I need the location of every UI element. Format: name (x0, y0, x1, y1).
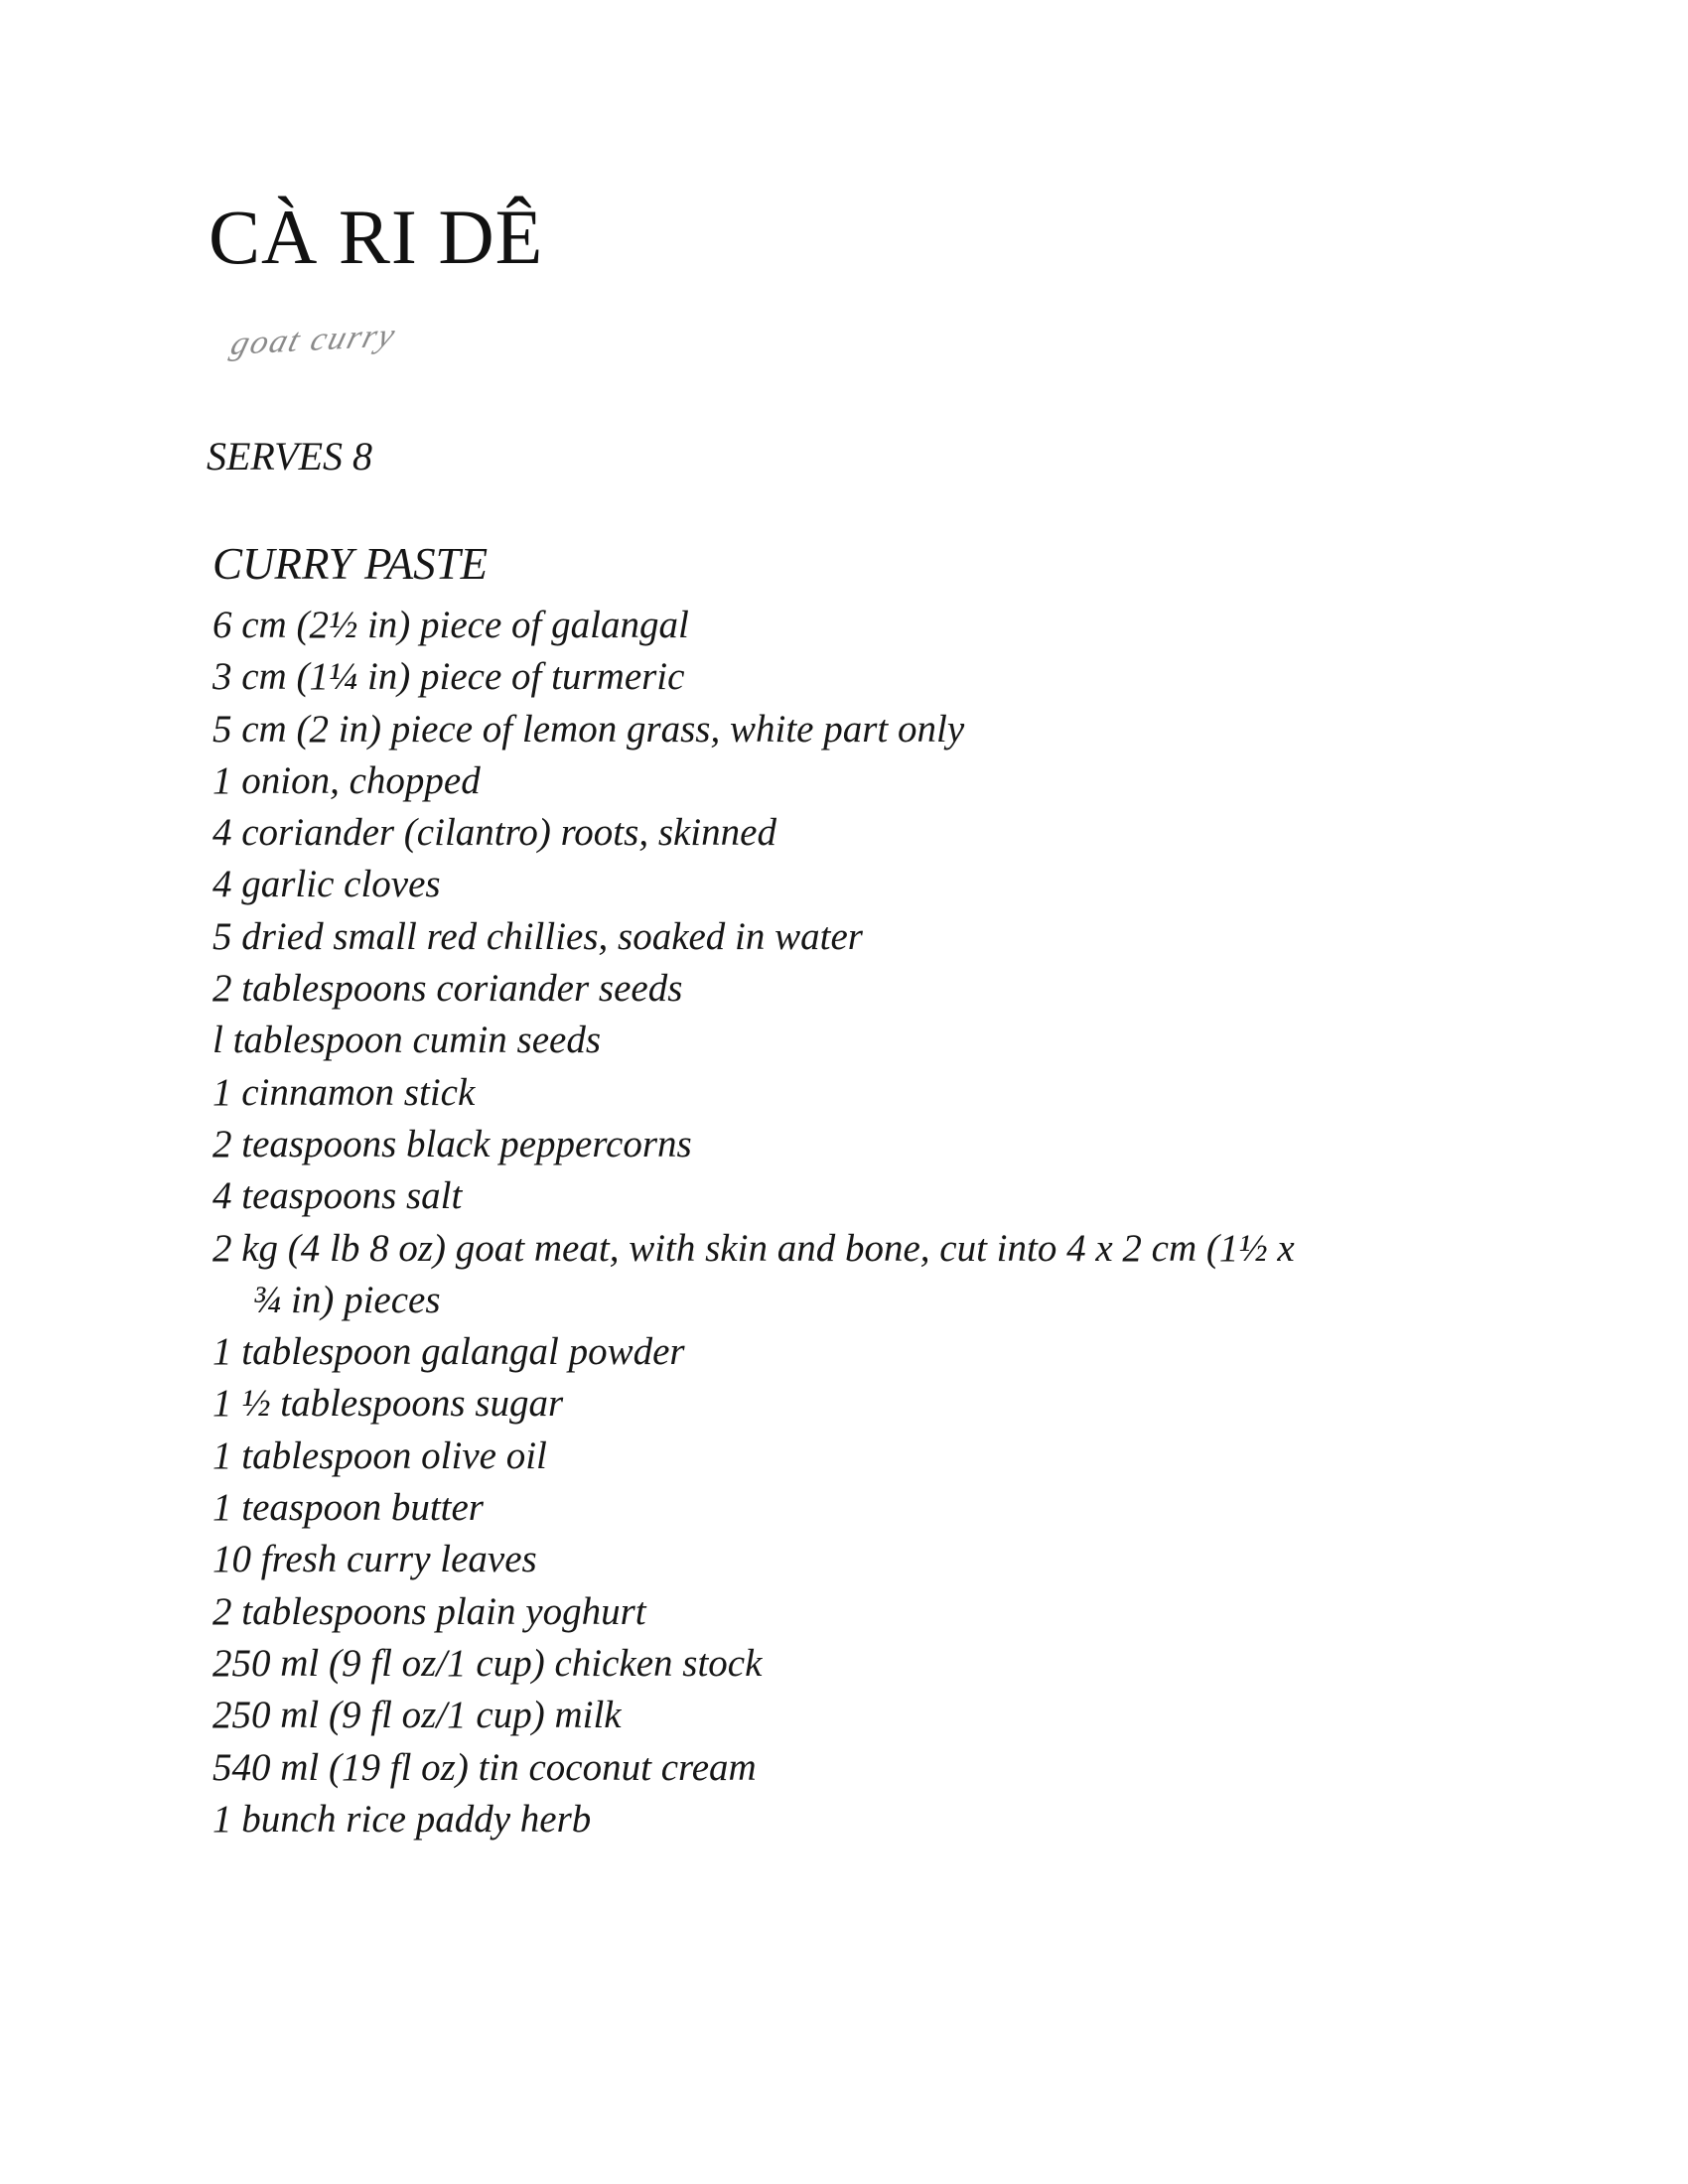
ingredient-item: 1 cinnamon stick (212, 1070, 476, 1114)
ingredient-list (212, 600, 1543, 1845)
ingredient-item: l tablespoon cumin seeds (212, 1019, 602, 1062)
ingredient-item: 2 teaspoons black peppercorns (212, 1122, 692, 1165)
ingredient-item: 1 tablespoon olive oil (212, 1433, 547, 1477)
ingredient-item: 4 coriander (cilantro) roots, skinned (212, 811, 776, 855)
ingredient-item: 1 onion, chopped (212, 758, 481, 802)
recipe-title: CÀ RI DÊ (209, 194, 544, 280)
ingredient-item: 1 tablespoon galangal powder (212, 1330, 685, 1374)
recipe-subtitle-script: goat curry (226, 317, 401, 362)
ingredient-item: 250 ml (9 fl oz/1 cup) chicken stock (212, 1641, 763, 1685)
ingredient-item: 4 garlic cloves (212, 863, 441, 906)
ingredient-item: 3 cm (1¼ in) piece of turmeric (212, 655, 685, 699)
ingredient-item: 6 cm (2½ in) piece of galangal (212, 604, 689, 646)
ingredient-item: 2 tablespoons coriander seeds (212, 967, 683, 1011)
ingredient-item: 540 ml (19 fl oz) tin coconut cream (212, 1745, 757, 1789)
ingredient-item: 1 ½ tablespoons sugar (212, 1382, 564, 1426)
ingredient-item: 2 tablespoons plain yoghurt (212, 1589, 646, 1633)
ingredient-item: 1 teaspoon butter (212, 1486, 484, 1530)
ingredient-item: 250 ml (9 fl oz/1 cup) milk (212, 1694, 622, 1737)
ingredient-item: 2 kg (4 lb 8 oz) goat meat, with skin and bone, cut into 4 x 2 cm (1½ x ¾ in) pieces (212, 1226, 1295, 1321)
ingredient-item: 10 fresh curry leaves (212, 1538, 537, 1581)
servings-label: SERVES 8 (207, 434, 373, 478)
ingredient-item: 4 teaspoons salt (212, 1174, 463, 1218)
ingredient-item: 5 dried small red chillies, soaked in water (212, 914, 863, 958)
section-heading-curry-paste: CURRY PASTE (212, 539, 489, 589)
ingredient-item: 1 bunch rice paddy herb (212, 1797, 592, 1841)
ingredient-item: 5 cm (2 in) piece of lemon grass, white part only (212, 707, 965, 751)
